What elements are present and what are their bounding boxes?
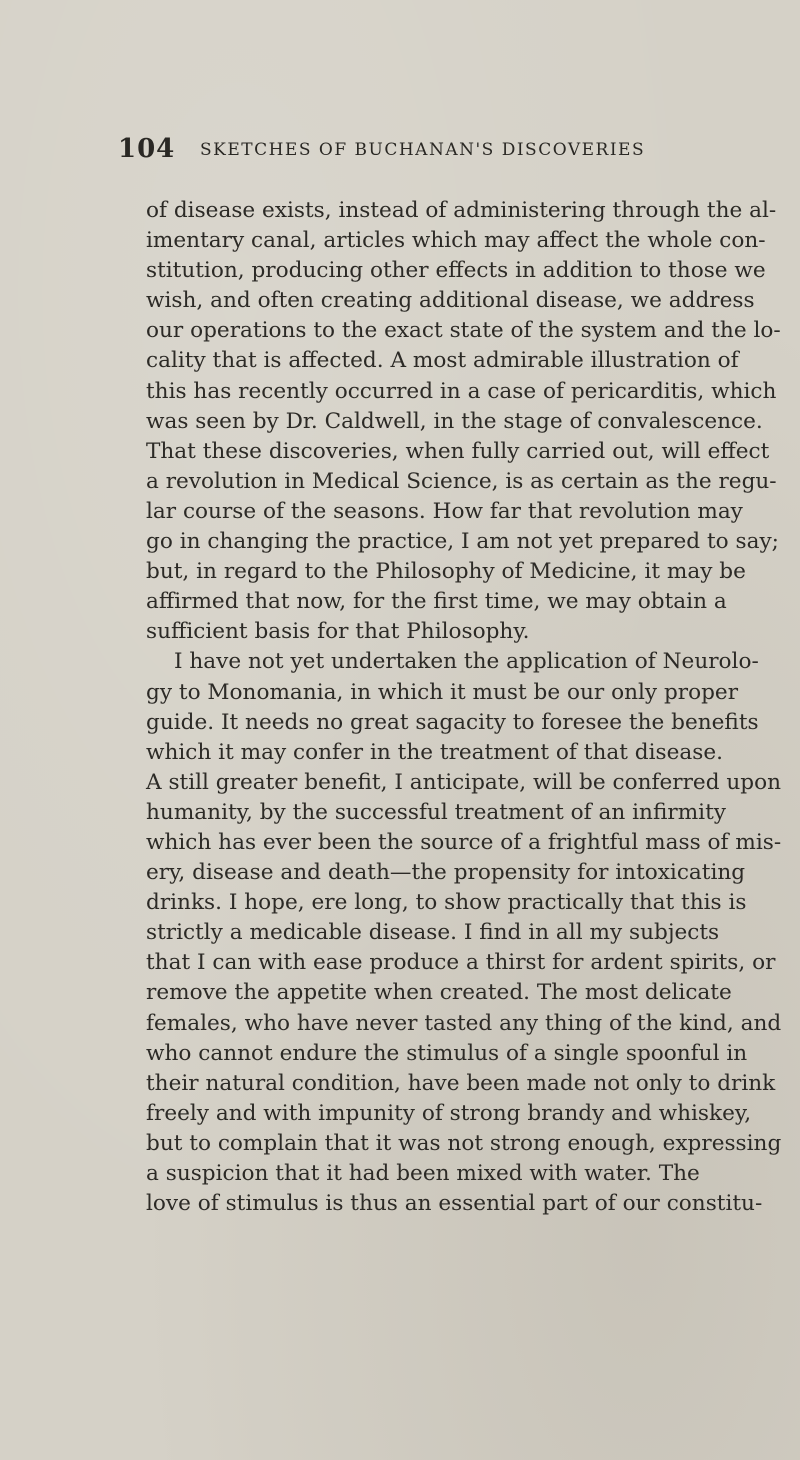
text-line: that I can with ease produce a thirst for ardent spirits, or [146,950,776,976]
text-line: A still greater benefit, I anticipate, will be conferred upon [146,769,782,795]
text-line: That these discoveries, when fully carried out, will effect [146,438,770,464]
running-head [118,134,718,174]
body-text [146,196,786,1219]
text-line: strictly a medicable disease. I find in all my subjects [146,920,720,946]
text-line: which has ever been the source of a frightful mass of mis- [146,829,782,855]
text-line: sufficient basis for that Philosophy. [146,619,530,645]
text-line: females, who have never tasted any thing of the kind, and [146,1010,782,1036]
text-line: drinks. I hope, ere long, to show practically that this is [146,890,747,916]
text-line: cality that is affected. A most admirable illustration of [146,348,739,374]
text-line: stitution, producing other effects in addition to those we [146,258,766,284]
text-line: but, in regard to the Philosophy of Medicine, it may be [146,559,746,585]
text-line: remove the appetite when created. The most delicate [146,980,732,1006]
text-line: this has recently occurred in a case of pericarditis, which [146,378,777,404]
text-line: was seen by Dr. Caldwell, in the stage of convalescence. [146,408,763,434]
text-line: affirmed that now, for the first time, we may obtain a [146,589,727,615]
text-line: their natural condition, have been made not only to drink [146,1070,776,1096]
paragraph-first-line: I have not yet undertaken the application of Neurolo- [174,649,759,675]
text-line: guide. It needs no great sagacity to foresee the benefits [146,709,759,735]
text-line: ery, disease and death—the propensity for intoxicating [146,860,746,886]
text-line: which it may confer in the treatment of that disease. [146,739,723,765]
text-line: freely and with impunity of strong brandy and whiskey, [146,1100,752,1126]
text-line: a suspicion that it had been mixed with water. The [146,1161,700,1186]
text-line: who cannot endure the stimulus of a single spoonful in [146,1040,748,1066]
text-line: a revolution in Medical Science, is as certain as the regu- [146,468,777,494]
text-line: love of stimulus is thus an essential part of our constitu- [146,1191,763,1217]
running-title: SKETCHES OF BUCHANAN'S DISCOVERIES [200,140,646,160]
page-number: 104 [118,134,176,164]
text-line: but to complain that it was not strong enough, expressing [146,1130,782,1156]
text-line: go in changing the practice, I am not yet prepared to say; [146,529,779,555]
text-line: gy to Monomania, in which it must be our only proper [146,679,739,705]
text-line: imentary canal, articles which may affect the whole con- [146,228,766,254]
text-line: of disease exists, instead of administering through the al- [146,198,777,223]
text-line: humanity, by the successful treatment of an infirmity [146,799,726,825]
text-line: lar course of the seasons. How far that revolution may [146,498,743,524]
text-line: wish, and often creating additional disease, we address [146,288,755,314]
text-line: our operations to the exact state of the system and the lo- [146,318,781,344]
